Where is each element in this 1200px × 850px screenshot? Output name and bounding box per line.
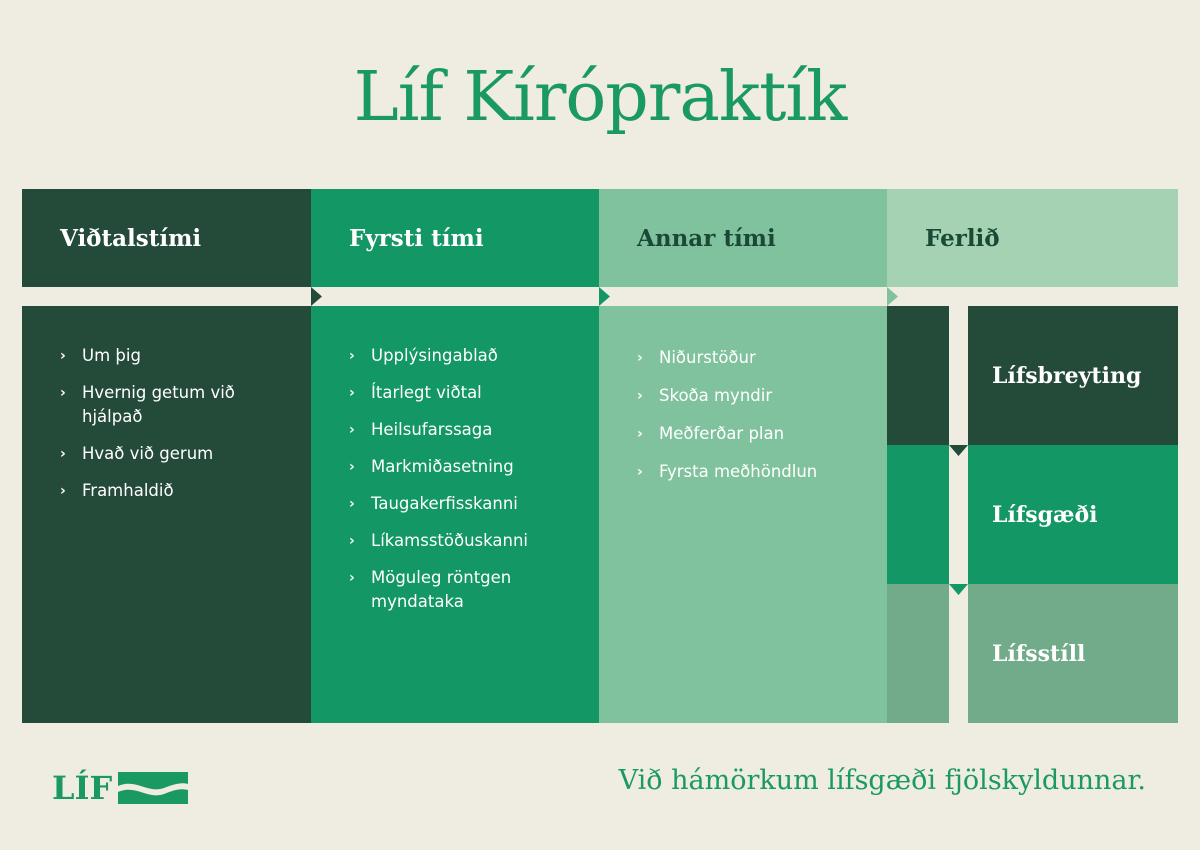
chevron-right-icon: › — [60, 385, 66, 401]
list-item: › Markmiðasetning — [349, 455, 579, 479]
connector-arrow-down-2 — [949, 584, 968, 595]
item-list — [60, 344, 291, 503]
list-item: › Niðurstöður — [637, 346, 867, 370]
side-block-green — [887, 445, 949, 584]
stage-lifsbreyting — [968, 306, 1178, 445]
list-item: › Heilsufarssaga — [349, 418, 579, 442]
chevron-right-icon: › — [637, 464, 643, 480]
chevron-right-icon: › — [637, 388, 643, 404]
chevron-right-icon: › — [60, 483, 66, 499]
list-item: › Hvað við gerum — [60, 442, 291, 466]
stage-label: Lífsbreyting — [992, 362, 1142, 389]
column-heading: Viðtalstími — [60, 224, 202, 252]
connector-arrow-down-1 — [949, 445, 968, 456]
list-item: › Möguleg röntgen myndataka — [349, 568, 512, 611]
chevron-right-icon: › — [60, 348, 66, 364]
column-header-annar-timi — [599, 189, 887, 287]
stage-lifsstill — [968, 584, 1178, 723]
column-header-ferlid — [887, 189, 1178, 287]
tagline: Við hámörkum lífsgæði fjölskyldunnar. — [618, 765, 1146, 796]
item-list — [349, 344, 579, 614]
chevron-right-icon: › — [349, 422, 355, 438]
chevron-right-icon: › — [349, 533, 355, 549]
stage-label: Lífsstíll — [992, 640, 1086, 667]
connector-arrow-1 — [311, 287, 322, 306]
stage-lifsgaedi — [968, 445, 1178, 584]
connector-arrow-2 — [599, 287, 610, 306]
list-item: › Hvernig getum við hjálpað — [60, 383, 235, 426]
list-item: › Upplýsingablað — [349, 344, 579, 368]
brand-logo — [52, 768, 188, 808]
chevron-right-icon: › — [637, 350, 643, 366]
list-item: › Meðferðar plan — [637, 422, 867, 446]
list-item: › Ítarlegt viðtal — [349, 381, 579, 405]
chevron-right-icon: › — [637, 426, 643, 442]
column-body-fyrsti-timi — [311, 306, 599, 723]
list-item: › Líkamsstöðuskanni — [349, 529, 579, 553]
side-block-dark — [887, 306, 949, 445]
wave-logo-icon — [118, 772, 188, 804]
column-header-fyrsti-timi — [311, 189, 599, 287]
list-item: › Um þig — [60, 344, 291, 368]
chevron-right-icon: › — [349, 570, 355, 586]
item-list — [637, 346, 867, 484]
chevron-right-icon: › — [60, 446, 66, 462]
column-body-annar-timi — [599, 306, 887, 723]
column-heading: Annar tími — [637, 224, 776, 252]
column-heading: Fyrsti tími — [349, 224, 484, 252]
list-item: › Skoða myndir — [637, 384, 867, 408]
chevron-right-icon: › — [349, 459, 355, 475]
page-title: Líf Kírópraktík — [353, 58, 847, 137]
chevron-right-icon: › — [349, 385, 355, 401]
column-body-vidtalstimi — [22, 306, 311, 723]
list-item: › Framhaldið — [60, 479, 291, 503]
column-heading: Ferlið — [925, 224, 1000, 252]
list-item: › Taugakerfisskanni — [349, 492, 579, 516]
side-block-sage — [887, 584, 949, 723]
connector-arrow-3 — [887, 287, 898, 306]
column-header-vidtalstimi — [22, 189, 311, 287]
list-item: › Fyrsta meðhöndlun — [637, 460, 867, 484]
stage-label: Lífsgæði — [992, 501, 1098, 528]
chevron-right-icon: › — [349, 348, 355, 364]
logo-text: LÍF — [52, 769, 113, 807]
chevron-right-icon: › — [349, 496, 355, 512]
